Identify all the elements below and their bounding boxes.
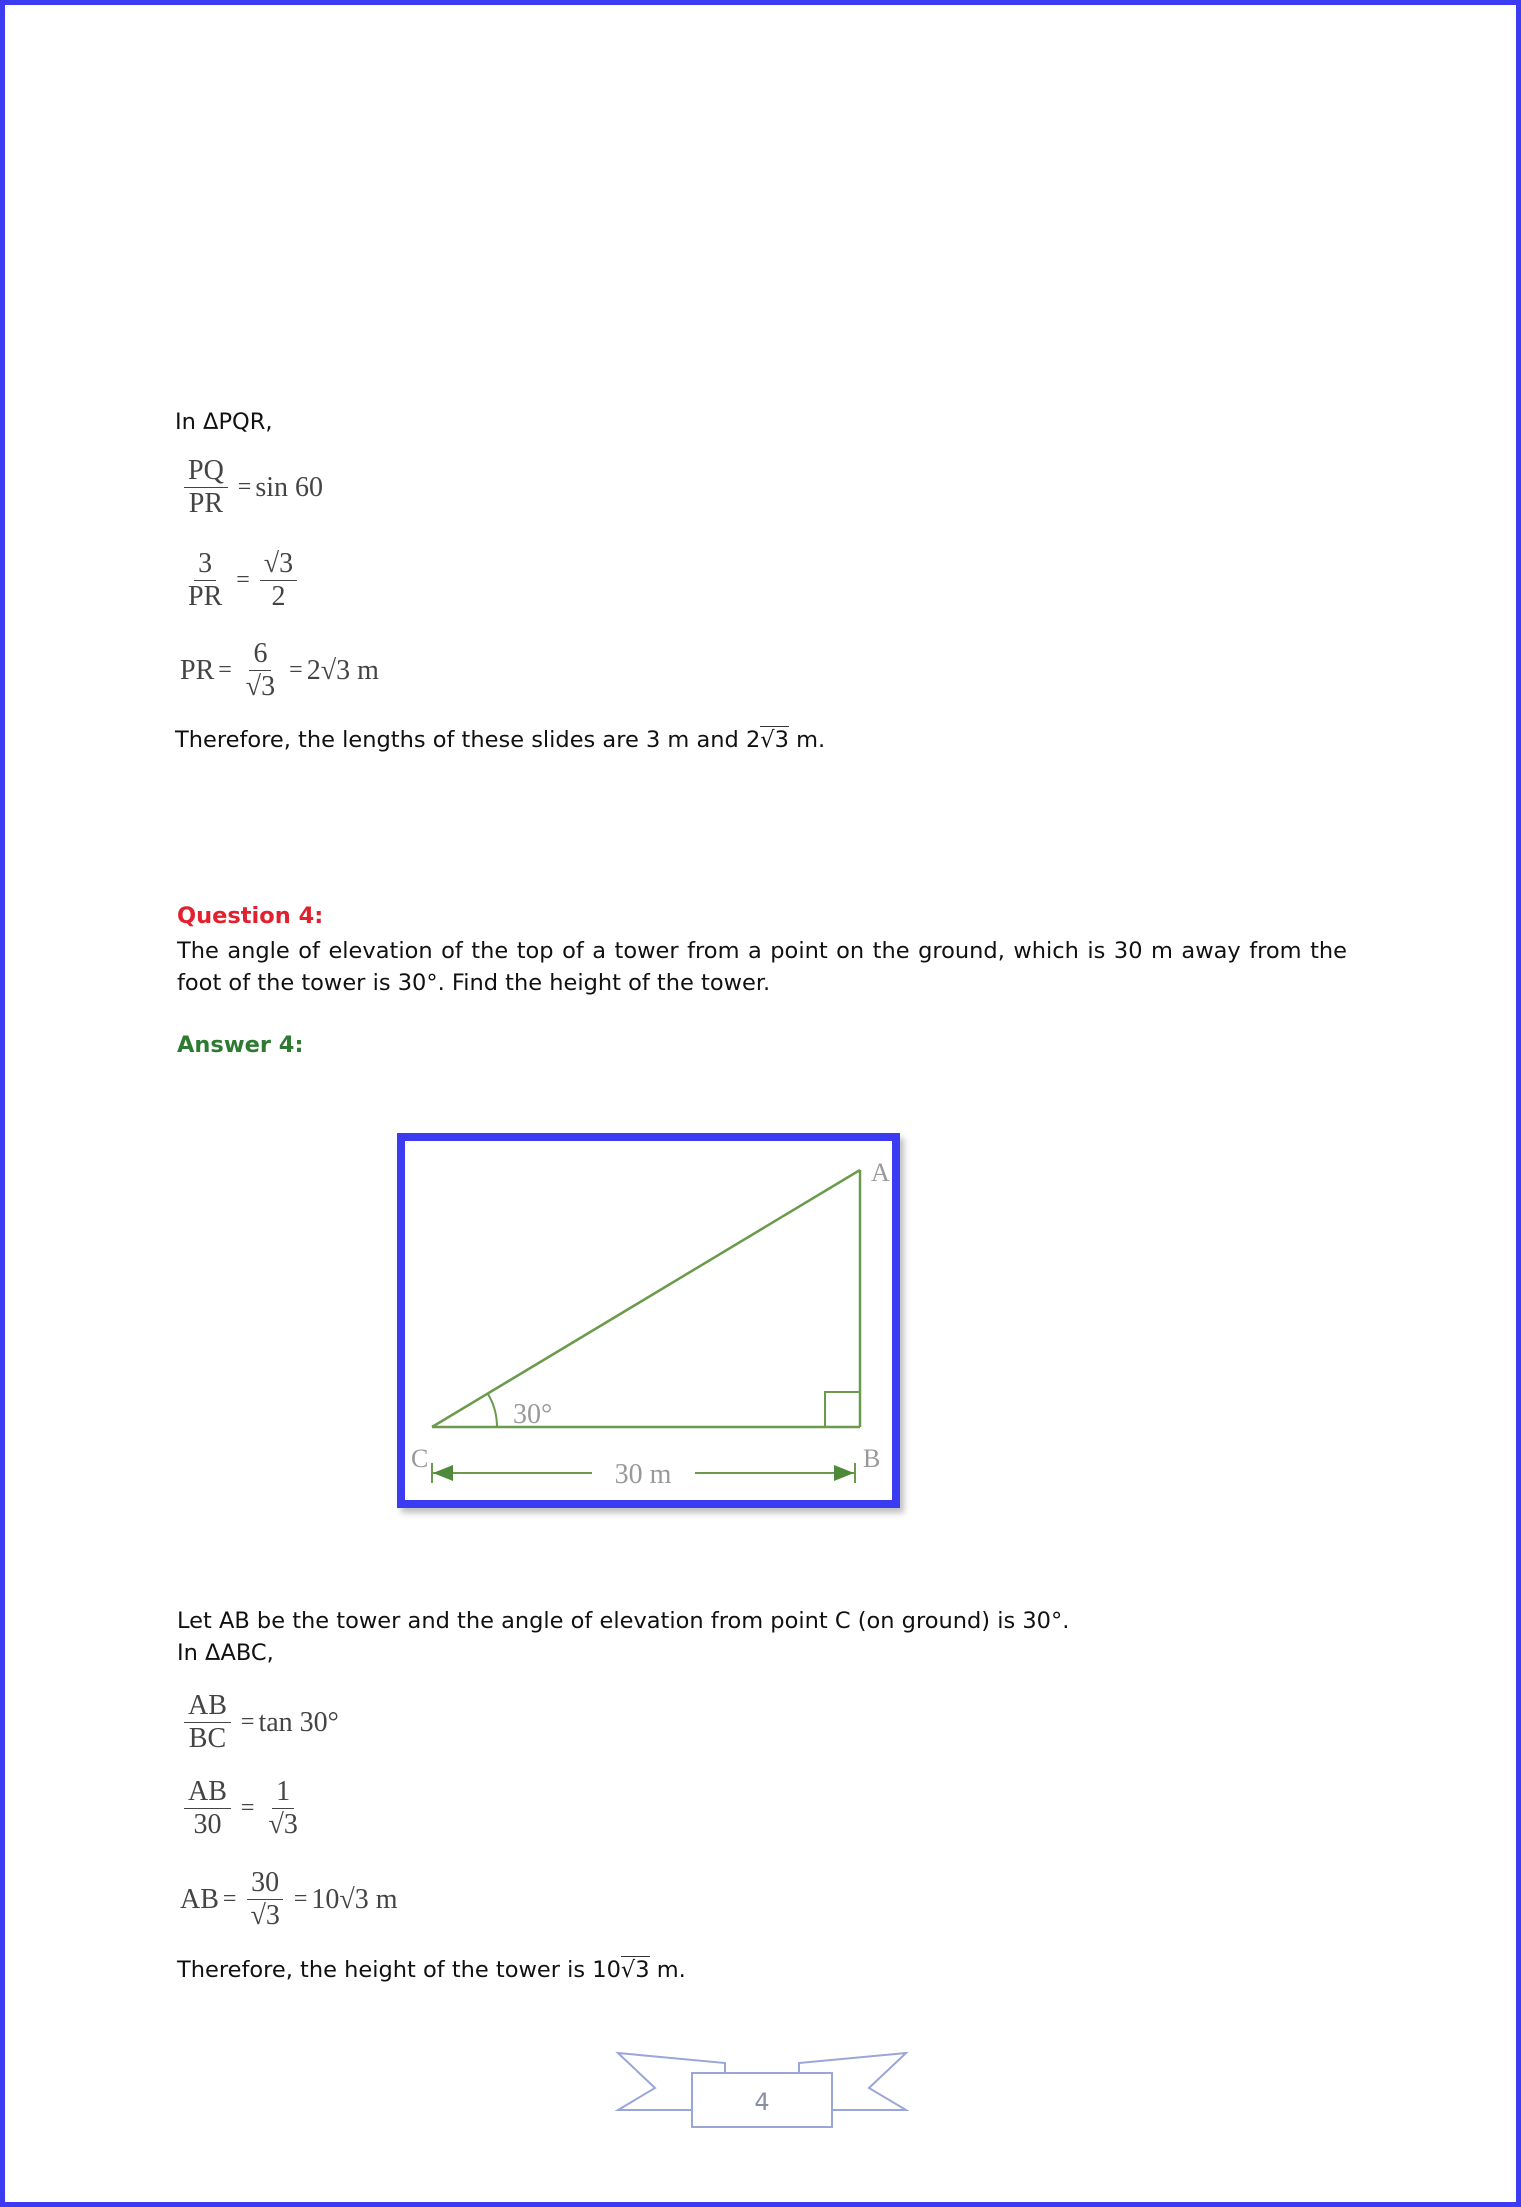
lhs: PR (180, 654, 215, 686)
denominator: √3 (250, 1900, 280, 1931)
denominator: BC (188, 1723, 227, 1754)
numerator: 30 (247, 1867, 283, 1900)
vertex-c-label: C (411, 1444, 429, 1473)
vertex-b-label: B (863, 1444, 881, 1473)
denominator: √3 (245, 671, 276, 702)
triangle-figure (397, 1133, 900, 1508)
question-label: Question 4: (177, 903, 324, 929)
equation-pr-value: PR = $\frac{6}{√3}$ = 2√3 m (180, 638, 379, 702)
numerator: AB (184, 1776, 231, 1809)
equation-pq-pr: $\frac{PQ}{PR}$ = sin 60 (178, 455, 323, 520)
numerator: √3 (260, 548, 297, 581)
base-length-label: 30 m (614, 1459, 672, 1490)
numerator: AB (184, 1690, 231, 1723)
denominator: √3 (268, 1809, 298, 1840)
text: Therefore, the lengths of these slides are 3 m and 2 (175, 727, 761, 753)
page-number-ribbon (615, 2048, 909, 2132)
text: Therefore, the height of the tower is 10 (177, 1957, 621, 1983)
question-text: The angle of elevation of the top of a tower from a point on the ground, which is 30 m away from the foot of the tower is 30°. Find the height of the tower. (177, 938, 1347, 996)
rhs: tan 30° (258, 1706, 339, 1738)
conclusion-tower (177, 1955, 686, 1985)
denominator: 2 (271, 581, 286, 612)
denominator: PR (188, 581, 223, 612)
page-number: 4 (754, 2088, 770, 2116)
numerator: 6 (249, 638, 271, 671)
numerator: 3 (194, 548, 216, 581)
rhs: 2√3 m (306, 654, 379, 686)
equation-ab-value: AB = $\frac{30}{√3}$ = 10√3 m (180, 1867, 398, 1931)
radical: √3 (760, 727, 789, 753)
denominator: 30 (193, 1809, 222, 1840)
lhs: AB (180, 1883, 219, 1915)
text: m. (788, 727, 826, 753)
text: m. (649, 1957, 686, 1983)
radical: √3 (620, 1957, 650, 1983)
rhs: sin 60 (255, 471, 324, 503)
answer-label: Answer 4: (177, 1032, 304, 1058)
angle-label: 30° (513, 1399, 553, 1430)
conclusion-slides (175, 725, 825, 755)
rhs: 10√3 m (311, 1883, 398, 1915)
denominator: PR (188, 488, 224, 519)
answer-line-2: In ΔABC, (177, 1640, 274, 1666)
numerator: 1 (272, 1776, 294, 1809)
equation-3-pr: $\frac{3}{PR}$ = $\frac{√3}{2}$ (178, 548, 303, 613)
intro-pqr: In ΔPQR, (175, 409, 273, 435)
answer-line-1: Let AB be the tower and the angle of elevation from point C (on ground) is 30°. (177, 1608, 1070, 1634)
equation-ab-bc: $\frac{AB}{BC}$ = tan 30° (178, 1690, 339, 1755)
numerator: PQ (184, 455, 228, 488)
equation-ab-30: $\frac{AB}{30}$ = $\frac{1}{√3}$ (178, 1776, 308, 1841)
vertex-a-label: A (871, 1158, 890, 1187)
